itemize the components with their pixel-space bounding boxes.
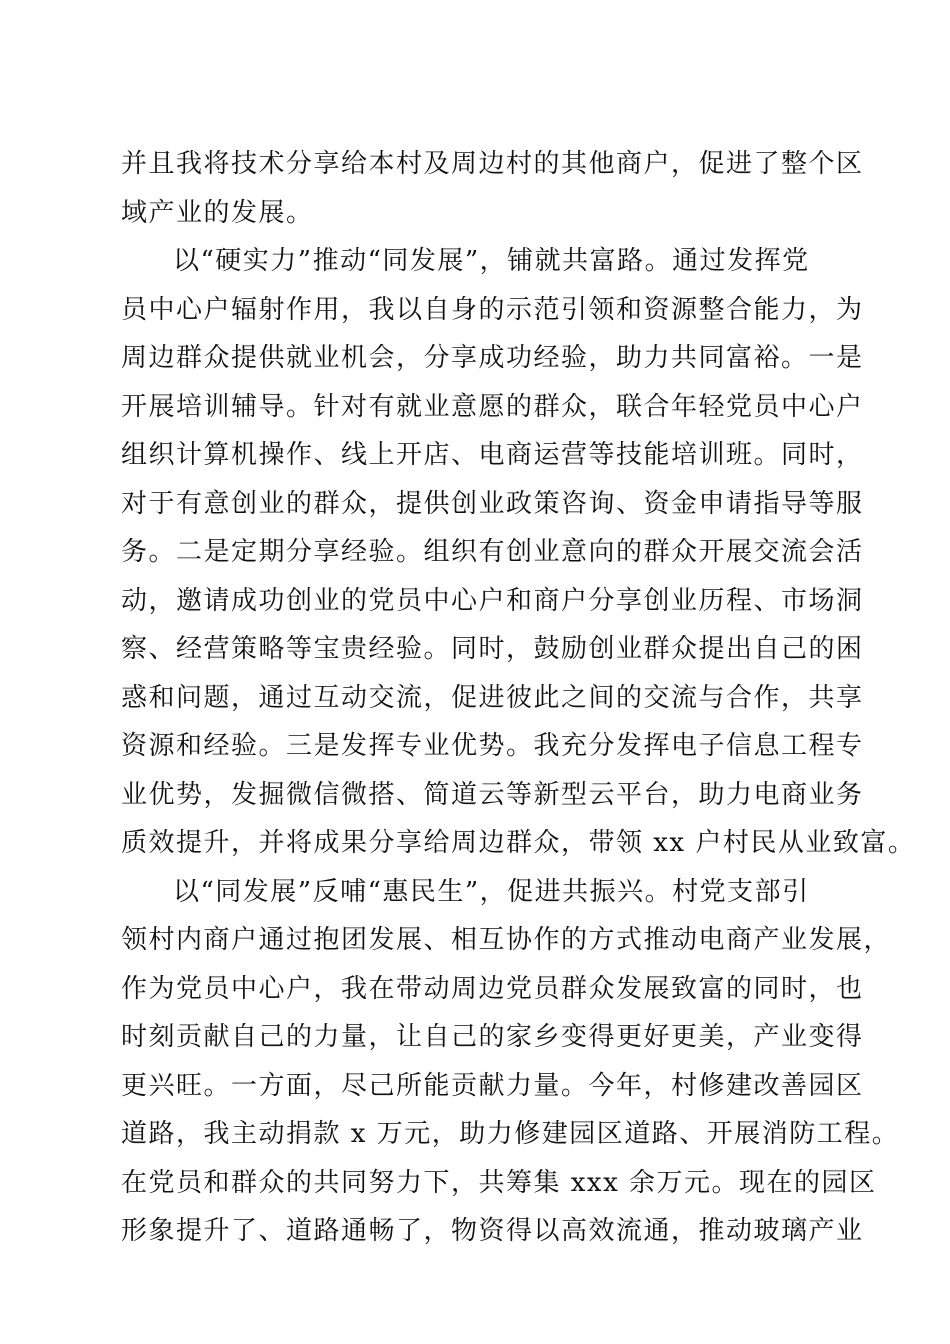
text-line: 在党员和群众的共同努力下，共筹集 xxx 余万元。现在的园区 — [121, 1167, 877, 1198]
paragraph-first-line: 以“硬实力”推动“同发展”，铺就共富路。通过发挥党 — [173, 246, 810, 276]
text-line: 形象提升了、道路通畅了，物资得以高效流通，推动玻璃产业 — [121, 1216, 864, 1246]
text-line: 并且我将技术分享给本村及周边村的其他商户，促进了整个区 — [121, 149, 864, 179]
text-line: 资源和经验。三是发挥专业优势。我充分发挥电子信息工程专 — [121, 731, 864, 761]
text-line: 道路，我主动捐款 x 万元，助力修建园区道路、开展消防工程。 — [121, 1119, 900, 1149]
text-line: 察、经营策略等宝贵经验。同时，鼓励创业群众提出自己的困 — [121, 634, 864, 664]
text-line: 更兴旺。一方面，尽己所能贡献力量。今年，村修建改善园区 — [121, 1070, 864, 1101]
text-line: 对于有意创业的群众，提供创业政策咨询、资金申请指导等服 — [121, 488, 864, 519]
text-line: 周边群众提供就业机会，分享成功经验，助力共同富裕。一是 — [121, 343, 864, 373]
paragraph-first-line: 以“同发展”反哺“惠民生”，促进共振兴。村党支部引 — [173, 876, 810, 907]
text-line: 业优势，发掘微信微搭、简道云等新型云平台，助力电商业务 — [121, 779, 864, 810]
text-line: 作为党员中心户，我在带动周边党员群众发展致富的同时，也 — [121, 973, 864, 1004]
text-line: 质效提升，并将成果分享给周边群众，带领 xx 户村民从业致富。 — [121, 828, 916, 858]
text-line: 动，邀请成功创业的党员中心户和商户分享创业历程、市场洞 — [121, 585, 864, 616]
text-line: 领村内商户通过抱团发展、相互协作的方式推动电商产业发展， — [121, 925, 892, 955]
text-line: 惑和问题，通过互动交流，促进彼此之间的交流与合作，共享 — [121, 682, 864, 713]
text-line: 组织计算机操作、线上开店、电商运营等技能培训班。同时， — [121, 440, 864, 470]
text-line: 时刻贡献自己的力量，让自己的家乡变得更好更美，产业变得 — [121, 1022, 864, 1052]
text-line: 域产业的发展。 — [121, 197, 314, 228]
text-line: 务。二是定期分享经验。组织有创业意向的群众开展交流会活 — [121, 537, 864, 567]
text-line: 员中心户辐射作用，我以自身的示范引领和资源整合能力，为 — [121, 294, 864, 325]
text-line: 开展培训辅导。针对有就业意愿的群众，联合年轻党员中心户 — [121, 391, 864, 422]
body-text — [121, 140, 916, 1256]
